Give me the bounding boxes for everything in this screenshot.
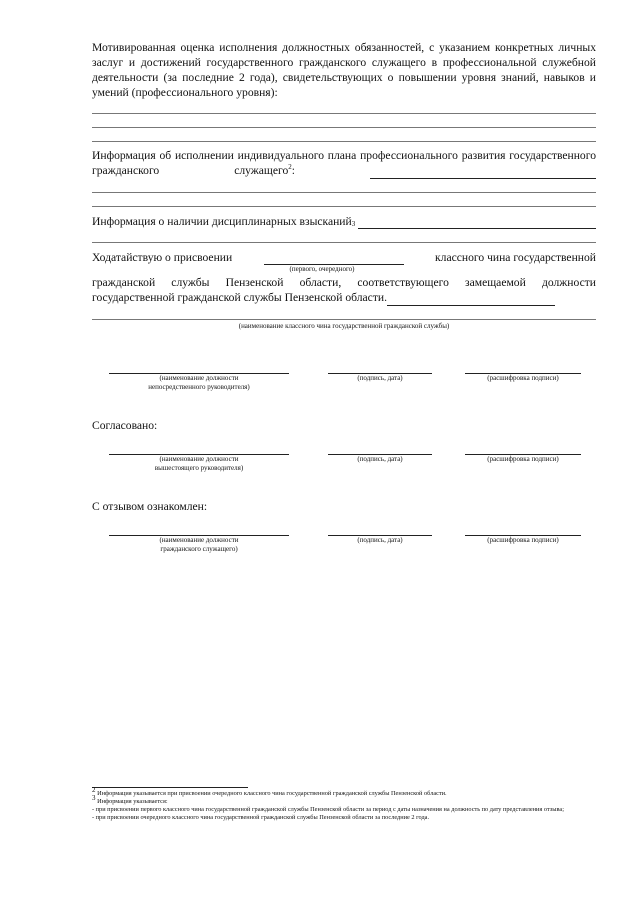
discipline-prompt: Информация о наличии дисциплинарных взысканий $^3$	[92, 213, 596, 229]
answer-line[interactable]	[92, 229, 596, 243]
approved-label: Согласовано:	[92, 419, 158, 432]
manager-position-caption: (наименование должности непосредственного руководителя)	[148, 374, 250, 391]
acknowledged-label: С отзывом ознакомлен:	[92, 500, 208, 513]
employee-name-caption: (расшифровка подписи)	[487, 536, 559, 544]
answer-line[interactable]	[92, 128, 596, 142]
footnote-3-item: - при присвоении очередного классного чина государственной гражданской службы Пензенской области за последние 2 года.	[92, 814, 430, 822]
petition-line	[92, 249, 596, 265]
plan-prompt-text: Информация об исполнении индивидуального плана профессионального развития государственного гражданского служащего	[92, 149, 596, 177]
footnote-ref: 2	[288, 163, 292, 172]
petition-middle: классного чина государственной	[435, 251, 596, 264]
superior-name-caption: (расшифровка подписи)	[487, 455, 559, 463]
manager-position-line[interactable]	[109, 359, 289, 374]
evaluation-prompt: Мотивированная оценка исполнения должностных обязанностей, с указанием конкретных личных заслуг и достижений государственного гражданского служащего в профессиональной служебной деятельности (за последние 2 года), свидетельствующих о повышении уровня знаний, навыков и умений (профессионального уровня):	[92, 41, 596, 99]
petition-text: гражданской службы Пензенской области, соответствующего замещаемой должности государственной гражданской службы Пензенской области.	[92, 276, 596, 304]
petition-prefix: Ходатайствую о присвоении	[92, 251, 233, 264]
footnote-3-item: - при присвоении первого классного чина государственной гражданской службы Пензенской области за период с даты назначения на должность по дату представления отзыва;	[92, 806, 564, 814]
footnote-2: $^2$ Информация указывается при присвоении очередного классного чина государственной гражданской службы Пензенской области.	[92, 786, 447, 798]
rank-order-caption: (первого, очередного)	[289, 265, 355, 273]
manager-sign-caption: (подпись, дата)	[357, 374, 403, 382]
answer-line[interactable]	[92, 114, 596, 128]
petition-answer-field[interactable]	[387, 290, 555, 306]
plan-answer-field[interactable]	[370, 163, 596, 179]
superior-name-line[interactable]	[465, 440, 581, 455]
employee-sign-caption: (подпись, дата)	[357, 536, 403, 544]
footnote-separator	[92, 787, 248, 788]
employee-signature-row	[92, 521, 596, 565]
rank-order-field[interactable]	[264, 249, 404, 265]
discipline-prompt-text: Информация о наличии дисциплинарных взысканий	[92, 215, 352, 228]
footnotes	[92, 787, 596, 822]
manager-signature-row	[92, 359, 596, 403]
superior-position-caption: (наименование должности вышестоящего руководителя)	[154, 455, 244, 472]
superior-position-line[interactable]	[109, 440, 289, 455]
superior-sign-line[interactable]	[328, 440, 432, 455]
employee-name-line[interactable]	[465, 521, 581, 536]
discipline-answer-field[interactable]	[358, 213, 596, 229]
employee-sign-line[interactable]	[328, 521, 432, 536]
class-rank-line[interactable]	[92, 306, 596, 320]
employee-position-caption: (наименование должности гражданского служащего)	[159, 536, 239, 553]
footnote-3: $^3$ Информация указывается:	[92, 794, 168, 806]
answer-line[interactable]	[92, 100, 596, 114]
manager-name-caption: (расшифровка подписи)	[487, 374, 559, 382]
answer-line[interactable]	[92, 179, 596, 193]
employee-position-line[interactable]	[109, 521, 289, 536]
manager-sign-line[interactable]	[328, 359, 432, 374]
evaluation-form	[92, 40, 596, 565]
plan-prompt: Информация об исполнении индивидуального плана профессионального развития государственного гражданского служащего$^2$:	[92, 149, 596, 177]
manager-name-line[interactable]	[465, 359, 581, 374]
answer-line[interactable]	[92, 193, 596, 207]
superior-signature-row	[92, 440, 596, 484]
class-rank-caption: (наименование классного чина государственной гражданской службы)	[238, 322, 450, 330]
superior-sign-caption: (подпись, дата)	[357, 455, 403, 463]
